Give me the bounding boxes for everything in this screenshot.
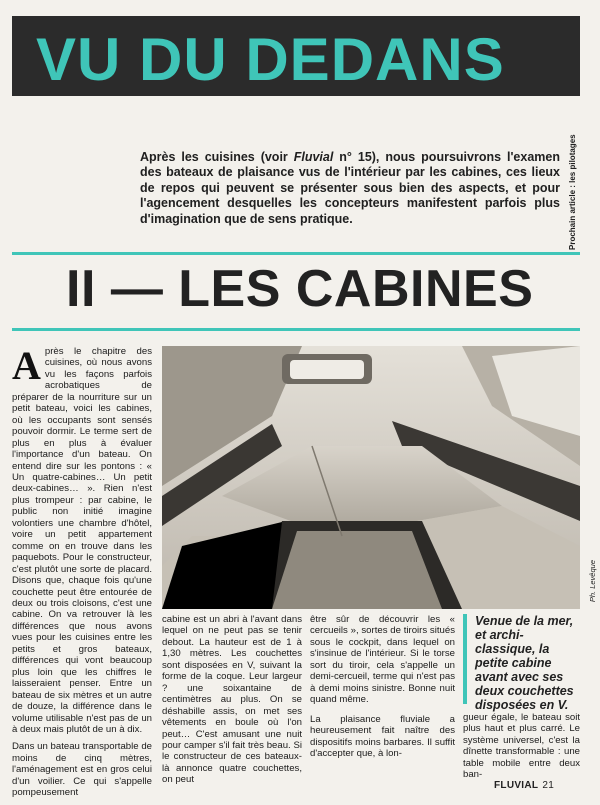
section-rule-top	[12, 252, 580, 255]
photo-credit: Ph. Levêque	[588, 560, 597, 603]
article-column-4: gueur égale, le bateau soit plus haut et plus carré. Le système universel, c'est la dînette transformable : une table mobile entre deux ban-	[463, 712, 580, 781]
page-title: VU DU DEDANS	[36, 26, 505, 93]
article-column-3	[310, 614, 455, 767]
article-paragraph: Dans un bateau transportable de moins de cinq mètres, l'aménagement est en gros celui d'un voilier. Ce qui s'appelle pompeusement	[12, 741, 152, 799]
magazine-name: FLUVIAL	[494, 780, 539, 791]
article-column-2: cabine est un abri à l'avant dans lequel on ne peut pas se tenir debout. La hauteur est de 1 à 1,30 mètres. Les couchettes sont disposées en V, suivant la forme de la coque. Leur largeur ? une soixantaine de centimètres au plus. On se déshabille assis, on met ses vêtements en boule où l'on peut… C'est amusant une nuit pour camper s'il fait très beau. Si le constructeur de ces bateaux-là annonce quatre couchettes, on peut	[162, 614, 302, 786]
article-paragraph: La plaisance fluviale a heureusement fait naître des dispositifs moins barbares. Il suffit d'accepter que, à lon-	[310, 713, 455, 759]
cabin-photo	[162, 346, 580, 609]
article-paragraph: être sûr de découvrir les « cercueils », sortes de tiroirs situés sous le cockpit, dans lequel on s'insinue de l'intérieur. Si le torse sort du tiroir, cela s'appelle un demi-cercueil, terme qui n'est pas à demi moins sinistre. Bonne nuit quand même.	[310, 614, 455, 706]
next-article-note: Prochain article : les pilotages	[568, 134, 577, 250]
section-rule-bottom	[12, 328, 580, 331]
article-column-1	[12, 343, 152, 805]
title-banner	[12, 16, 580, 96]
section-title: II — LES CABINES	[66, 260, 534, 318]
intro-text-start: Après les cuisines (voir	[140, 150, 294, 164]
photo-caption: Venue de la mer, et archi-classique, la petite cabine avant avec ses deux couchettes disposées en V.	[463, 614, 580, 704]
drop-cap: A	[12, 343, 41, 388]
intro-text-end: n° 15), nous poursuivrons l'examen des bateaux de plaisance vus de l'intérieur par les cabines, ces lieux de repos qui peuvent se présenter sous bien des aspects, et pour l'agencement desquelles les concepteurs manifestent parfois plus d'imagination que de sens pratique.	[140, 150, 560, 226]
intro-magazine-name: Fluvial	[293, 150, 334, 164]
intro-paragraph	[140, 150, 560, 227]
page-number: 21	[542, 780, 555, 791]
cabin-photo-illustration	[162, 346, 580, 609]
paragraph-text: près le chapitre des cuisines, où nous avons vu les façons parfois acrobatiques de préparer de la nourriture sur un petit bateau, voici les cabines, où les occupants sont sensés pouvoir dormir. Le terme sert de plus en plus à évaluer l'importance d'un bateau. On entend dire sur les pontons : « Un quatre-cabines… Un petit deux-cabines… ». Rien n'est plus trompeur : par cabine, le public non initié imagine volontiers une chambre d'hôtel, voire un petit appartement comme on en trouve dans les paquebots. Pour le constructeur, c'est plutôt une sorte de placard. Disons que, chaque fois qu'une couchette peut être entourée de deux ou trois cloisons, c'est une cabine. On va retrouver là les différences que nous avons vues pour les cuisines entre les petits et gros bateaux, différences qui vont beaucoup plus loin que les chiffres le laisseraient penser. Entre un bateau de six mètres et un autre de douze, la différence dans le volume utilisable n'est pas de un à deux mais plutôt de un à dix.	[12, 346, 152, 735]
article-paragraph	[12, 343, 152, 735]
page-footer	[494, 780, 554, 791]
